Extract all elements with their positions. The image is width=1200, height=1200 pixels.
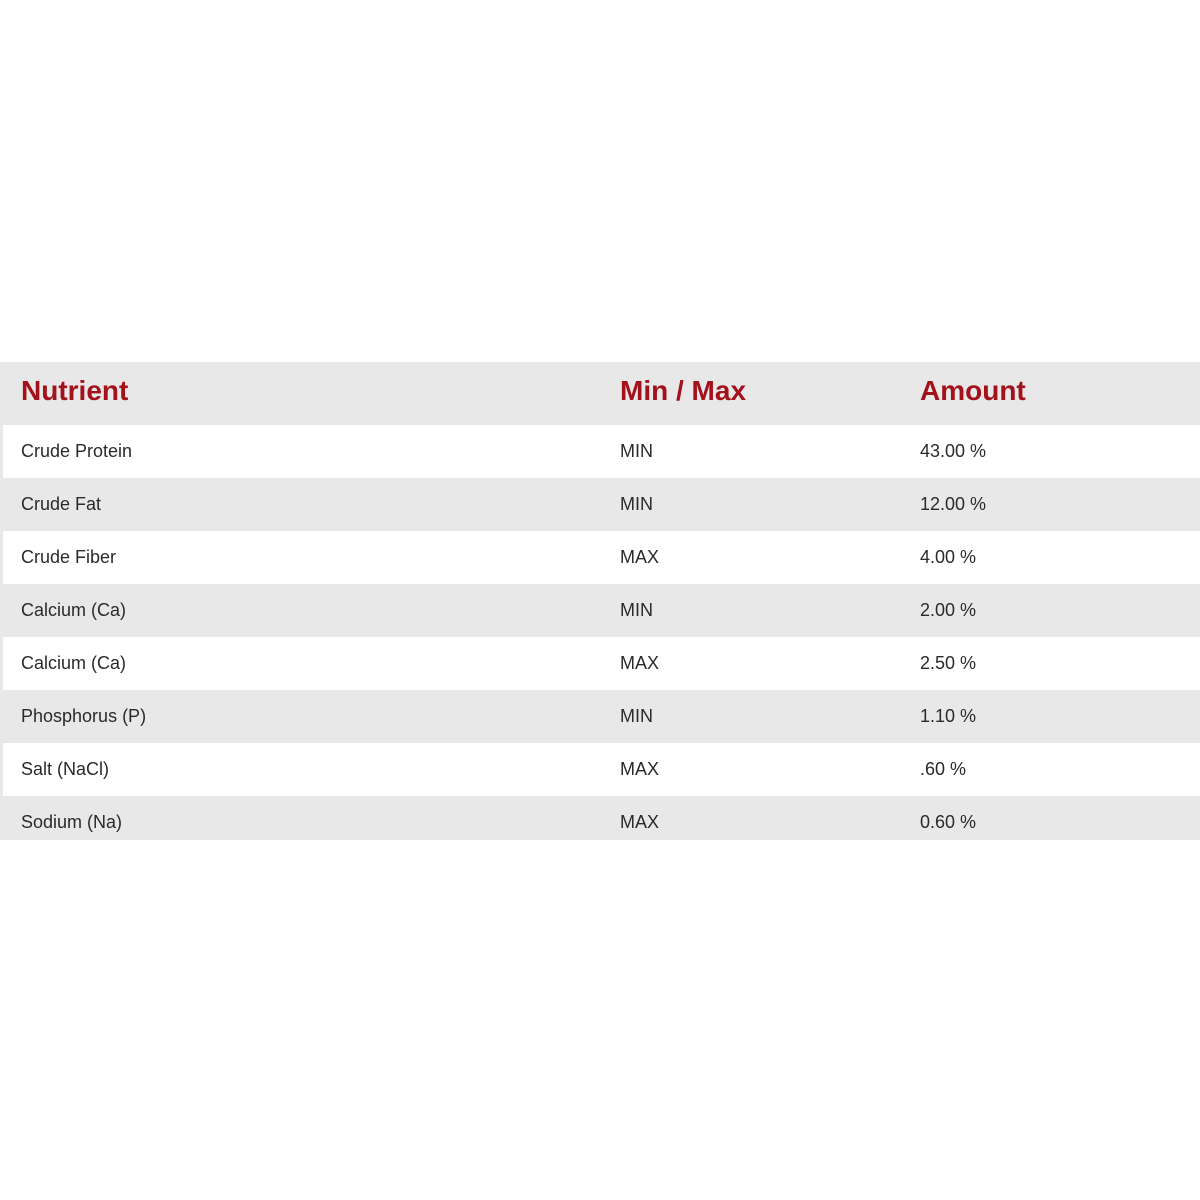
table-row — [3, 531, 1200, 584]
nutrient-table — [0, 362, 1200, 840]
table-row — [3, 637, 1200, 690]
nutrient-cell: Sodium (Na) — [21, 812, 123, 832]
header-min-max: Min / Max — [620, 375, 747, 406]
amount-cell: 2.50 % — [920, 653, 977, 673]
min-max-cell: MIN — [620, 706, 653, 726]
header-nutrient: Nutrient — [21, 375, 129, 406]
min-max-cell: MAX — [620, 812, 660, 832]
table-row — [0, 796, 1200, 840]
table-row — [0, 478, 1200, 531]
nutrient-cell: Calcium (Ca) — [21, 600, 127, 620]
min-max-cell: MIN — [620, 441, 653, 461]
table-row — [3, 425, 1200, 478]
amount-cell: .60 % — [920, 759, 967, 779]
nutrient-cell: Phosphorus (P) — [21, 706, 147, 726]
amount-cell: 2.00 % — [920, 600, 977, 620]
table-header — [0, 362, 1200, 425]
amount-cell: 12.00 % — [920, 494, 987, 514]
amount-cell: 1.10 % — [920, 706, 977, 726]
nutrient-cell: Calcium (Ca) — [21, 653, 127, 673]
min-max-cell: MIN — [620, 600, 653, 620]
amount-cell: 43.00 % — [920, 441, 987, 461]
amount-cell: 4.00 % — [920, 547, 977, 567]
min-max-cell: MAX — [620, 759, 660, 779]
table-row — [3, 743, 1200, 796]
nutrient-cell: Crude Fat — [21, 494, 102, 514]
nutrient-cell: Crude Protein — [21, 441, 133, 461]
min-max-cell: MIN — [620, 494, 653, 514]
min-max-cell: MAX — [620, 547, 660, 567]
nutrient-cell: Salt (NaCl) — [21, 759, 110, 779]
min-max-cell: MAX — [620, 653, 660, 673]
table-row — [0, 584, 1200, 637]
nutrient-cell: Crude Fiber — [21, 547, 117, 567]
header-amount: Amount — [920, 375, 1026, 406]
amount-cell: 0.60 % — [920, 812, 977, 832]
table-row — [0, 690, 1200, 743]
